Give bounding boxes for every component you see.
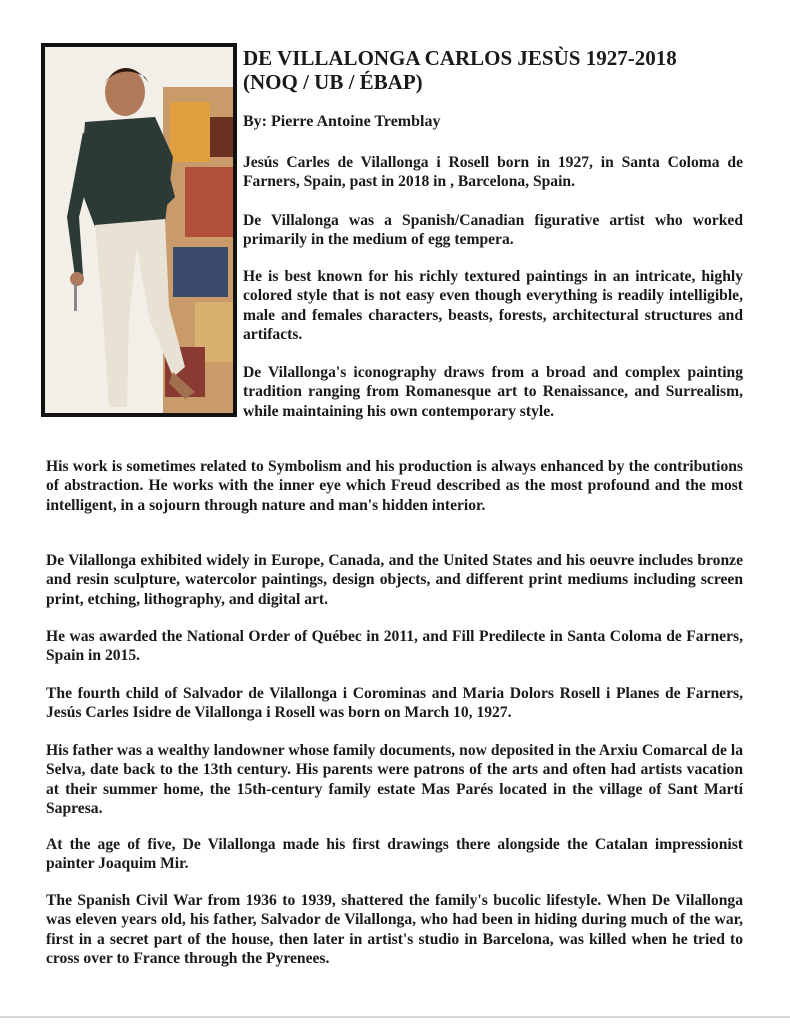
paragraph-3: He is best known for his richly textured paintings in an intricate, highly colored style that is not easy even though everything is readily intelligible, male and females characters, beasts, forests, architectural structures and artifacts. xyxy=(243,268,743,344)
paragraph-5: His work is sometimes related to Symbolism and his production is always enhanced by the contributions of abstraction. He works with the inner eye which Freud described as the most profound and the most intelligent, in a sojourn through nature and man's hidden interior. xyxy=(46,458,743,514)
artist-portrait-photo xyxy=(41,43,237,417)
paragraph-2: De Villalonga was a Spanish/Canadian figurative artist who worked primarily in the medium of egg tempera. xyxy=(243,212,743,249)
paragraph-1: Jesús Carles de Vilallonga i Rosell born in 1927, in Santa Coloma de Farners, Spain, past in 2018 in , Barcelona, Spain. xyxy=(243,154,743,191)
paragraph-10: At the age of five, De Vilallonga made his first drawings there alongside the Catalan impressionist painter Joaquim Mir. xyxy=(46,836,743,873)
paragraph-11: The Spanish Civil War from 1936 to 1939, shattered the family's bucolic lifestyle. When De Vilallonga was eleven years old, his father, Salvador de Vilallonga, who had been in hiding during much of the war, first in a secret part of the house, then later in artist's studio in Barcelona, was killed when he tried to cross over to France through the Pyrenees. xyxy=(46,892,743,968)
paragraph-6: De Vilallonga exhibited widely in Europe, Canada, and the United States and his oeuvre includes bronze and resin sculpture, watercolor paintings, design objects, and different print mediums including screen print, etching, lithography, and digital art. xyxy=(46,552,743,608)
article-title xyxy=(243,46,763,94)
byline: By: Pierre Antoine Tremblay xyxy=(243,113,441,130)
paragraph-7: He was awarded the National Order of Québec in 2011, and Fill Predilecte in Santa Coloma de Farners, Spain in 2015. xyxy=(46,628,743,665)
title-line-2: (NOQ / UB / ÉBAP) xyxy=(243,70,423,94)
paragraph-8: The fourth child of Salvador de Vilallonga i Corominas and Maria Dolors Rosell i Planes de Farners, Jesús Carles Isidre de Vilallonga i Rosell was born on March 10, 1927. xyxy=(46,685,743,722)
paragraph-4: De Vilallonga's iconography draws from a broad and complex painting tradition ranging from Romanesque art to Renaissance, and Surrealism, while maintaining his own contemporary style. xyxy=(243,364,743,420)
paragraph-9: His father was a wealthy landowner whose family documents, now deposited in the Arxiu Comarcal de la Selva, date back to the 13th century. His parents were patrons of the arts and often had artists vacation at their summer home, the 15th-century family estate Mas Parés located in the village of Sant Martí Sapresa. xyxy=(46,742,743,818)
page-bottom-edge xyxy=(0,1016,790,1018)
portrait-illustration xyxy=(45,47,233,413)
title-line-1: DE VILLALONGA CARLOS JESÙS 1927-2018 xyxy=(243,46,677,70)
